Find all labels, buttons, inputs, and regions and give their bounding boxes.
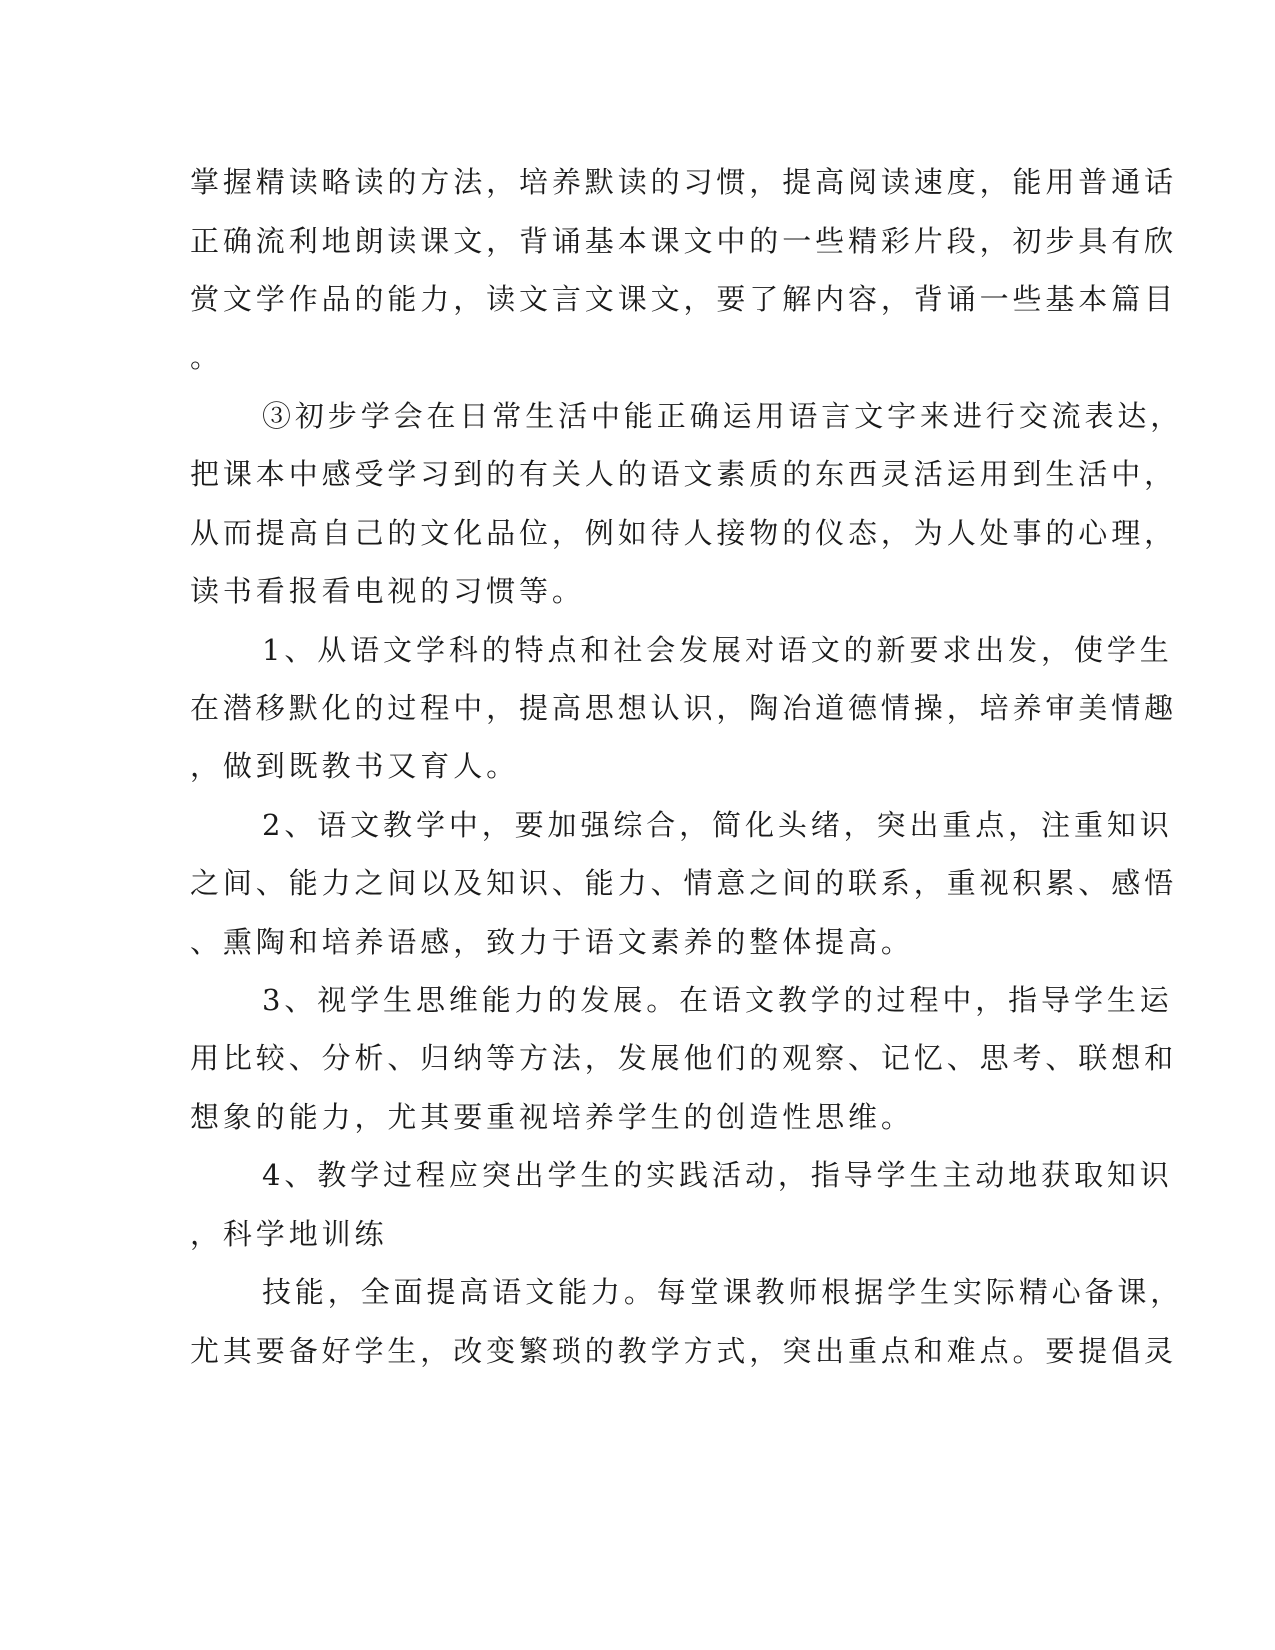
paragraph-start-line: 2、语文教学中，要加强综合，简化头绪，突出重点，注重知识 <box>262 808 1173 842</box>
paragraph-start-line: 4、教学过程应突出学生的实践活动，指导学生主动地获取知识 <box>262 1158 1173 1192</box>
text-line: 、熏陶和培养语感，致力于语文素养的整体提高。 <box>190 925 914 959</box>
text-line: 。 <box>190 340 223 374</box>
paragraph-start-line: 3、视学生思维能力的发展。在语文教学的过程中，指导学生运 <box>262 983 1173 1017</box>
text-line: 掌握精读略读的方法，培养默读的习惯，提高阅读速度，能用普通话 <box>190 165 1178 199</box>
text-line: 尤其要备好学生，改变繁琐的教学方式，突出重点和难点。要提倡灵 <box>190 1334 1178 1368</box>
text-line: 之间、能力之间以及知识、能力、情意之间的联系，重视积累、感悟 <box>190 866 1178 900</box>
paragraph-start-line: ③初步学会在日常生活中能正确运用语言文字来进行交流表达， <box>262 399 1184 433</box>
text-line: ，做到既教书又育人。 <box>190 749 520 783</box>
text-line: 从而提高自己的文化品位，例如待人接物的仪态，为人处事的心理， <box>190 516 1178 550</box>
text-line: 想象的能力，尤其要重视培养学生的创造性思维。 <box>190 1100 914 1134</box>
text-line: 在潜移默化的过程中，提高思想认识，陶冶道德情操，培养审美情趣 <box>190 691 1178 725</box>
text-line: 用比较、分析、归纳等方法，发展他们的观察、记忆、思考、联想和 <box>190 1041 1178 1075</box>
paragraph-start-line: 1、从语文学科的特点和社会发展对语文的新要求出发，使学生 <box>262 633 1173 667</box>
text-line: ，科学地训练 <box>190 1217 388 1251</box>
paragraph-start-line: 技能，全面提高语文能力。每堂课教师根据学生实际精心备课， <box>262 1275 1184 1309</box>
text-line: 赏文学作品的能力，读文言文课文，要了解内容，背诵一些基本篇目 <box>190 282 1178 316</box>
text-line: 正确流利地朗读课文，背诵基本课文中的一些精彩片段，初步具有欣 <box>190 224 1178 258</box>
text-line: 读书看报看电视的习惯等。 <box>190 574 585 608</box>
text-line: 把课本中感受学习到的有关人的语文素质的东西灵活运用到生活中， <box>190 457 1178 491</box>
